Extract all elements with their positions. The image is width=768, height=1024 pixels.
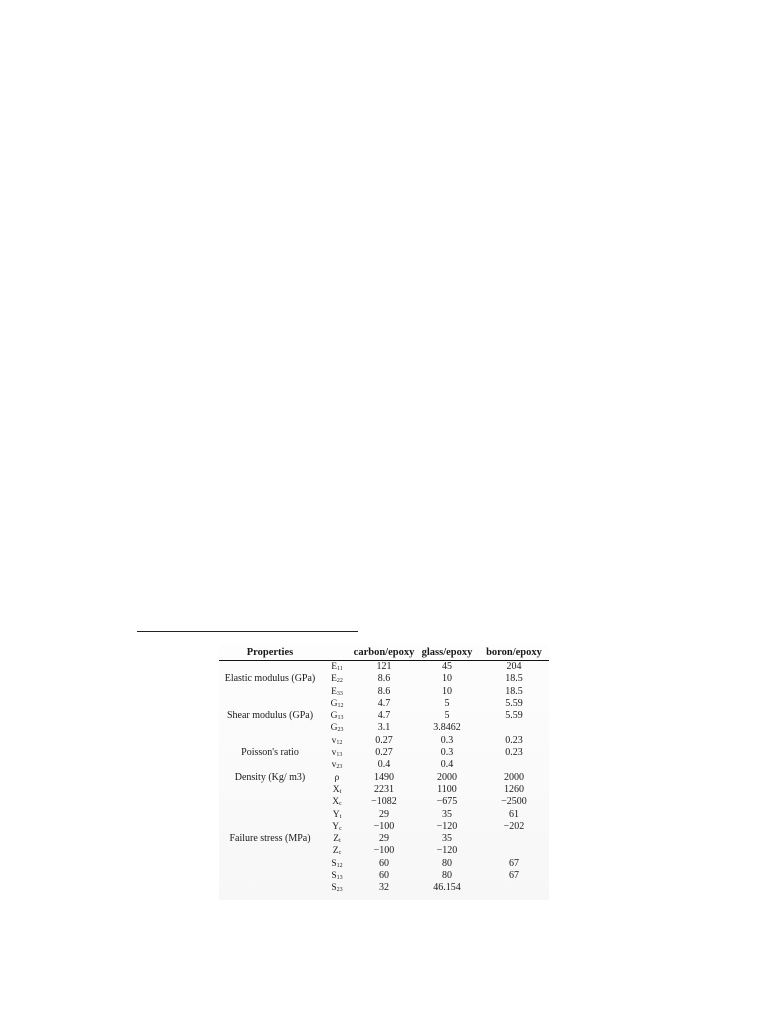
carbon-epoxy-value: 4.7 [377,697,391,709]
symbol-subscript: 12 [336,862,343,869]
glass-epoxy-value: −675 [436,796,458,808]
property-symbol [321,821,353,833]
glass-epoxy-value: 0.3 [440,734,454,746]
property-symbol [321,673,353,685]
symbol-base: E [331,674,337,685]
carbon-epoxy-value: 29 [379,833,389,845]
glass-epoxy-value: −120 [436,820,458,832]
header-properties: Properties [219,645,321,661]
boron-epoxy-value: −202 [503,820,525,832]
symbol-subscript: 33 [336,690,343,697]
symbol-subscript: c [339,825,342,832]
table-body [219,661,549,895]
symbol-base: E [331,662,338,672]
symbol-base: v [331,748,337,759]
carbon-epoxy-value: 121 [376,661,392,672]
symbol-base: Y [332,821,340,832]
property-symbol [321,882,353,894]
property-group-label: Failure stress (MPa) [229,833,311,845]
boron-epoxy-value [479,833,549,845]
carbon-epoxy-value: 1490 [374,771,394,783]
boron-epoxy-value [479,845,549,857]
property-symbol [321,845,353,857]
symbol-subscript: 12 [336,739,343,746]
property-group-label: Density (Kg/ m3) [234,771,306,783]
boron-epoxy-value: 1260 [504,783,524,795]
symbol-subscript: t [339,788,342,795]
symbol-subscript: 13 [336,875,343,882]
boron-epoxy-value: 18.5 [505,685,523,697]
header-symbol [321,645,353,661]
glass-epoxy-value: 10 [442,685,452,697]
symbol-base: E [331,686,337,697]
symbol-subscript: 13 [337,715,344,722]
symbol-base: Y [332,809,340,820]
symbol-base: S [331,871,337,882]
property-symbol [321,710,353,722]
property-symbol [321,698,353,710]
carbon-epoxy-value: 0.4 [377,759,391,771]
symbol-base: X [332,797,340,808]
symbol-subscript: 23 [336,887,343,894]
symbol-subscript: 23 [336,764,343,771]
header-glass-epoxy: glass/epoxy [415,645,479,661]
symbol-subscript: c [339,801,342,808]
symbol-base: S [331,883,337,894]
symbol-base: G [330,711,338,722]
property-symbol [321,809,353,821]
material-properties-table [219,645,549,895]
glass-epoxy-value: 35 [442,808,452,820]
property-symbol [321,784,353,796]
header-carbon-epoxy: carbon/epoxy [353,645,415,661]
symbol-base: v [331,735,337,746]
glass-epoxy-value: 5 [444,697,450,709]
material-properties-table-image [219,645,549,900]
symbol-base: Z [332,846,339,857]
carbon-epoxy-value: 32 [379,882,389,894]
property-symbol [321,735,353,747]
property-symbol [321,870,353,882]
boron-epoxy-value: 18.5 [505,673,523,685]
boron-epoxy-value: 5.59 [505,710,523,722]
symbol-base: S [331,858,337,869]
boron-epoxy-value: 67 [509,857,519,869]
boron-epoxy-value: 0.23 [505,747,523,759]
boron-epoxy-value: 0.23 [505,734,523,746]
table-row [219,661,549,674]
glass-epoxy-value: 46.154 [433,882,461,894]
symbol-subscript: c [338,850,342,857]
symbol-subscript: 11 [337,666,343,672]
boron-epoxy-value: 67 [509,870,519,882]
glass-epoxy-value: 35 [442,833,452,845]
glass-epoxy-value: 2000 [437,771,457,783]
symbol-base: v [331,760,337,771]
carbon-epoxy-value: −1082 [371,796,397,808]
symbol-base: X [332,784,340,795]
boron-epoxy-value: −2500 [501,796,527,808]
carbon-epoxy-value: 4.7 [377,710,391,722]
symbol-base: ρ [334,772,340,783]
glass-epoxy-value: 80 [442,857,452,869]
table-row [219,735,549,747]
boron-epoxy-value [479,722,549,734]
symbol-base: G [330,698,338,709]
carbon-epoxy-value: 8.6 [377,685,391,697]
table-header-row [219,645,549,661]
boron-epoxy-value: 2000 [504,771,524,783]
symbol-subscript: 13 [336,752,343,759]
symbol-subscript: t [339,813,342,820]
symbol-subscript: 22 [336,678,343,685]
boron-epoxy-value [479,882,549,894]
glass-epoxy-value: 3.8462 [433,722,461,734]
carbon-epoxy-value: 3.1 [377,722,391,734]
property-group-label: Shear modulus (GPa) [226,710,314,722]
property-symbol [321,661,353,674]
boron-epoxy-value: 61 [509,808,519,820]
property-group-label: Poisson's ratio [241,747,299,759]
property-symbol [321,833,353,845]
footnote-rule [137,631,358,632]
symbol-base: Z [333,834,340,845]
glass-epoxy-value: 10 [442,673,452,685]
symbol-base: G [330,723,338,734]
carbon-epoxy-value: 60 [379,870,389,882]
glass-epoxy-value: 1100 [437,783,457,795]
glass-epoxy-value: 80 [442,870,452,882]
property-symbol [321,759,353,771]
carbon-epoxy-value: −100 [373,845,395,857]
symbol-subscript: t [339,838,341,845]
symbol-subscript: 23 [337,727,344,734]
carbon-epoxy-value: 29 [379,808,389,820]
symbol-subscript: 12 [337,702,344,709]
header-boron-epoxy: boron/epoxy [479,645,549,661]
property-symbol [321,747,353,759]
carbon-epoxy-value: 60 [379,857,389,869]
property-symbol [321,796,353,808]
glass-epoxy-value: 45 [442,661,452,672]
glass-epoxy-value: 0.4 [440,759,454,771]
boron-epoxy-value: 5.59 [505,697,523,709]
carbon-epoxy-value: 0.27 [375,734,393,746]
carbon-epoxy-value: 2231 [374,783,394,795]
carbon-epoxy-value: 8.6 [377,673,391,685]
property-symbol [321,858,353,870]
property-symbol [321,722,353,734]
glass-epoxy-value: −120 [436,845,458,857]
property-symbol [321,772,353,784]
table-row [219,772,549,784]
carbon-epoxy-value: 0.27 [375,747,393,759]
property-group-label: Elastic modulus (GPa) [224,673,316,685]
boron-epoxy-value [479,759,549,771]
table-row [219,784,549,796]
table-row [219,698,549,710]
boron-epoxy-value: 204 [506,661,522,672]
carbon-epoxy-value: −100 [373,820,395,832]
property-symbol [321,686,353,698]
glass-epoxy-value: 0.3 [440,747,454,759]
glass-epoxy-value: 5 [444,710,450,722]
